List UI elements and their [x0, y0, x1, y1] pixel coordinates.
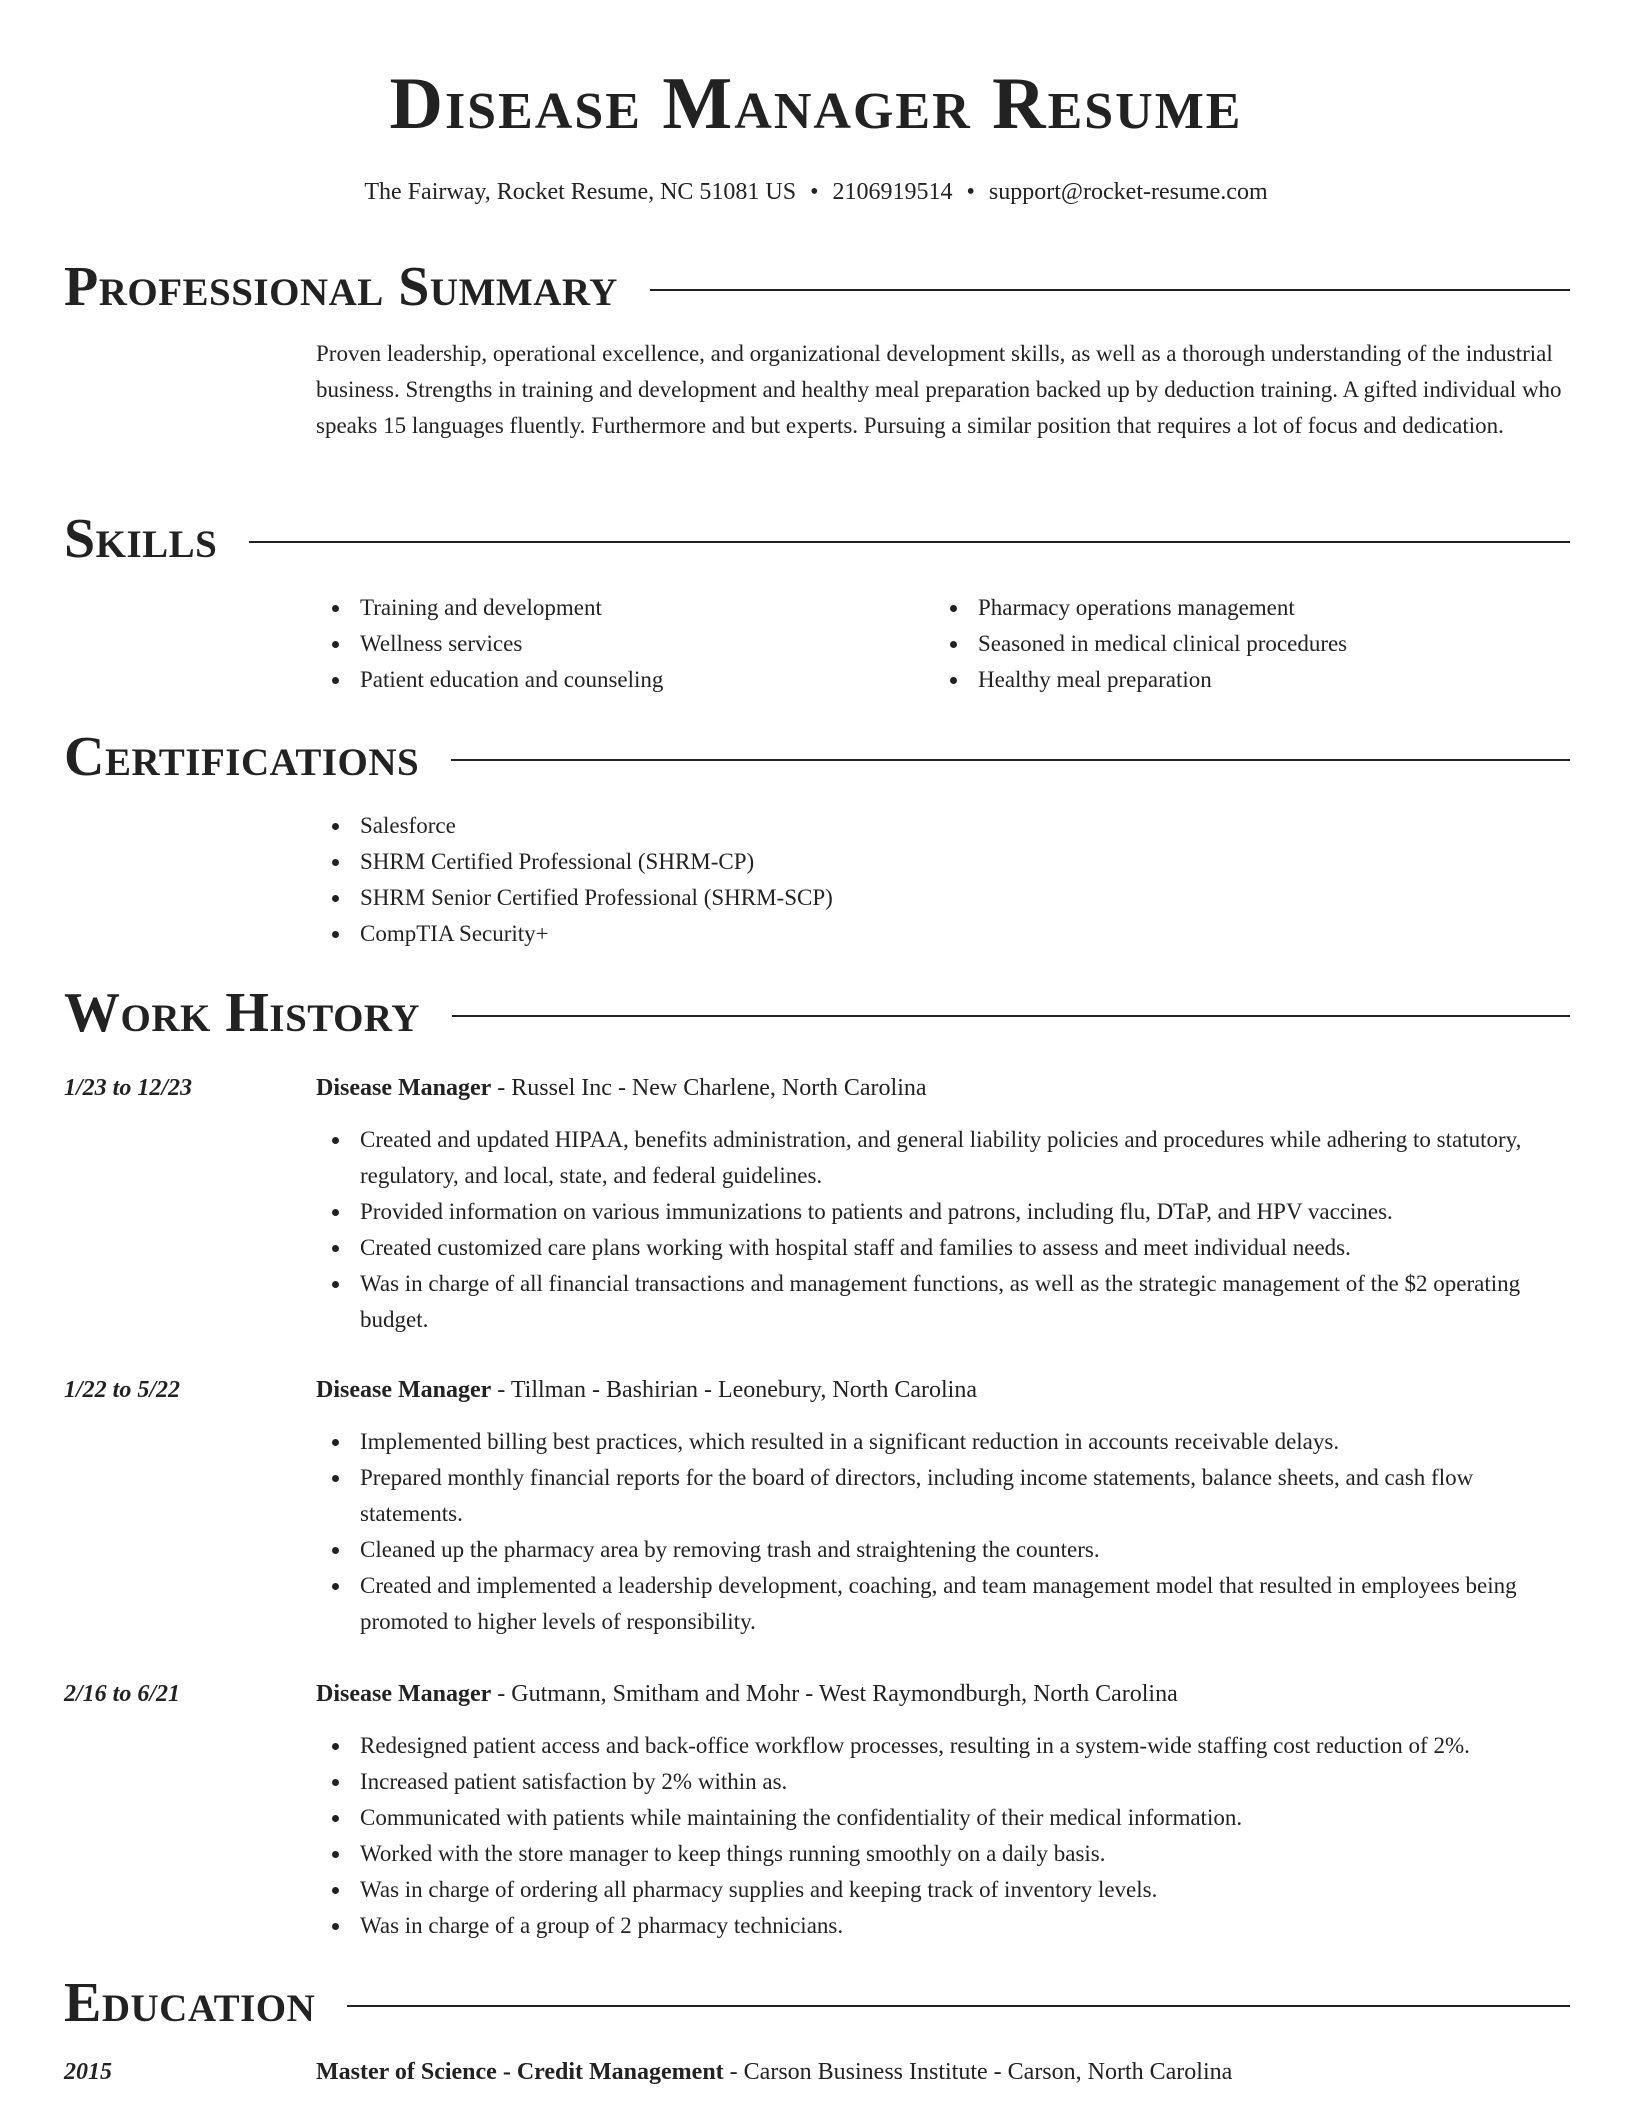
section-skills	[64, 508, 1570, 708]
job-title: Disease Manager	[316, 1681, 492, 1707]
job-dates: 2/16 to 6/21	[64, 1681, 181, 1707]
job-bullet: Created and updated HIPAA, benefits administration, and general liability policies and procedures while adhering to statutory, regulatory, and local, state, and federal guidelines.	[316, 1122, 1570, 1194]
job-bullet: Worked with the store manager to keep things running smoothly on a daily basis.	[316, 1836, 1570, 1872]
job-bullet: Implemented billing best practices, which resulted in a significant reduction in accounts receivable delays.	[316, 1424, 1570, 1460]
section-certifications	[64, 726, 1570, 956]
skill-item: Training and development	[316, 590, 934, 626]
job-bullet: Cleaned up the pharmacy area by removing trash and straightening the counters.	[316, 1532, 1570, 1568]
job-dates: 1/23 to 12/23	[64, 1075, 193, 1101]
job-entry	[316, 1374, 1570, 1640]
job-bullet: Redesigned patient access and back-office workflow processes, resulting in a system-wide staffing cost reduction of 2%.	[316, 1728, 1570, 1764]
section-divider	[650, 289, 1570, 291]
education-institution: - Carson Business Institute - Carson, North Carolina	[723, 2059, 1233, 2085]
job-bullet: Was in charge of ordering all pharmacy supplies and keeping track of inventory levels.	[316, 1872, 1570, 1908]
section-divider	[451, 759, 1570, 761]
certification-item: CompTIA Security+	[316, 916, 1570, 952]
job-bullet: Increased patient satisfaction by 2% within as.	[316, 1764, 1570, 1800]
skill-item: Pharmacy operations management	[934, 590, 1552, 626]
section-work-history	[64, 982, 1570, 1962]
skill-item: Wellness services	[316, 626, 934, 662]
section-education	[64, 1972, 1570, 2102]
job-bullets	[316, 1424, 1570, 1640]
job-header	[316, 1374, 1570, 1406]
certifications-body	[316, 808, 1570, 952]
job-employer: - Gutmann, Smitham and Mohr - West Raymondburgh, North Carolina	[491, 1681, 1178, 1707]
job-bullet: Was in charge of all financial transactions and management functions, as well as the strategic management of the $2 operating budget.	[316, 1266, 1570, 1338]
section-title: Certifications	[64, 726, 420, 788]
section-header	[64, 726, 1570, 788]
section-header	[64, 1972, 1570, 2034]
contact-separator: •	[966, 179, 975, 205]
certification-item: SHRM Senior Certified Professional (SHRM-SCP)	[316, 880, 1570, 916]
job-employer: - Tillman - Bashirian - Leonebury, North Carolina	[491, 1377, 977, 1403]
section-divider	[249, 541, 1570, 543]
section-header	[64, 508, 1570, 570]
resume-title: Disease Manager Resume	[389, 63, 1243, 145]
education-degree: Master of Science - Credit Management	[316, 2059, 724, 2085]
job-bullet: Communicated with patients while maintaining the confidentiality of their medical information.	[316, 1800, 1570, 1836]
certifications-list	[316, 808, 1570, 952]
job-employer: - Russel Inc - New Charlene, North Carolina	[491, 1075, 927, 1101]
skills-grid	[316, 590, 1570, 698]
education-year: 2015	[64, 2059, 112, 2085]
education-header	[316, 2056, 1570, 2088]
summary-text: Proven leadership, operational excellence, and organizational development skills, as well as a thorough understanding of the industrial business. Strengths in training and development and healthy meal preparation backed up by deduction training. A gifted individual who speaks 15 languages fluently. Furthermore and but experts. Pursuing a similar position that requires a lot of focus and dedication.	[316, 341, 1562, 438]
job-title: Disease Manager	[316, 1075, 492, 1101]
education-entry	[316, 2056, 1570, 2088]
contact-address: The Fairway, Rocket Resume, NC 51081 US	[364, 179, 797, 205]
certification-item: Salesforce	[316, 808, 1570, 844]
job-bullets	[316, 1728, 1570, 1944]
contact-separator: •	[810, 179, 819, 205]
summary-body	[316, 336, 1570, 444]
job-bullets	[316, 1122, 1570, 1338]
skill-item: Healthy meal preparation	[934, 662, 1552, 698]
job-header	[316, 1072, 1570, 1104]
contact-phone: 2106919514	[832, 179, 953, 205]
job-bullet: Was in charge of a group of 2 pharmacy technicians.	[316, 1908, 1570, 1944]
skill-item: Patient education and counseling	[316, 662, 934, 698]
section-professional-summary	[64, 256, 1570, 486]
job-title: Disease Manager	[316, 1377, 492, 1403]
job-entry	[316, 1072, 1570, 1338]
job-header	[316, 1678, 1570, 1710]
section-title: Work History	[64, 982, 420, 1044]
skills-list-left	[316, 590, 934, 698]
job-dates: 1/22 to 5/22	[64, 1377, 181, 1403]
job-bullet: Created and implemented a leadership development, coaching, and team management model that resulted in employees being promoted to higher levels of responsibility.	[316, 1568, 1570, 1640]
section-title: Skills	[64, 508, 218, 570]
job-bullet: Provided information on various immunizations to patients and patrons, including flu, DTaP, and HPV vaccines.	[316, 1194, 1570, 1230]
contact-email: support@rocket-resume.com	[988, 179, 1268, 205]
section-divider	[347, 2005, 1570, 2007]
contact-line	[0, 176, 1632, 208]
section-title: Professional Summary	[64, 256, 618, 318]
skill-item: Seasoned in medical clinical procedures	[934, 626, 1552, 662]
section-header	[64, 256, 1570, 318]
section-divider	[452, 1015, 1570, 1017]
skills-list-right	[934, 590, 1552, 698]
job-entry	[316, 1678, 1570, 1944]
job-bullet: Prepared monthly financial reports for the board of directors, including income statements, balance sheets, and cash flow statements.	[316, 1460, 1570, 1532]
certification-item: SHRM Certified Professional (SHRM-CP)	[316, 844, 1570, 880]
section-header	[64, 982, 1570, 1044]
job-bullet: Created customized care plans working with hospital staff and families to assess and meet individual needs.	[316, 1230, 1570, 1266]
section-title: Education	[64, 1972, 316, 2034]
